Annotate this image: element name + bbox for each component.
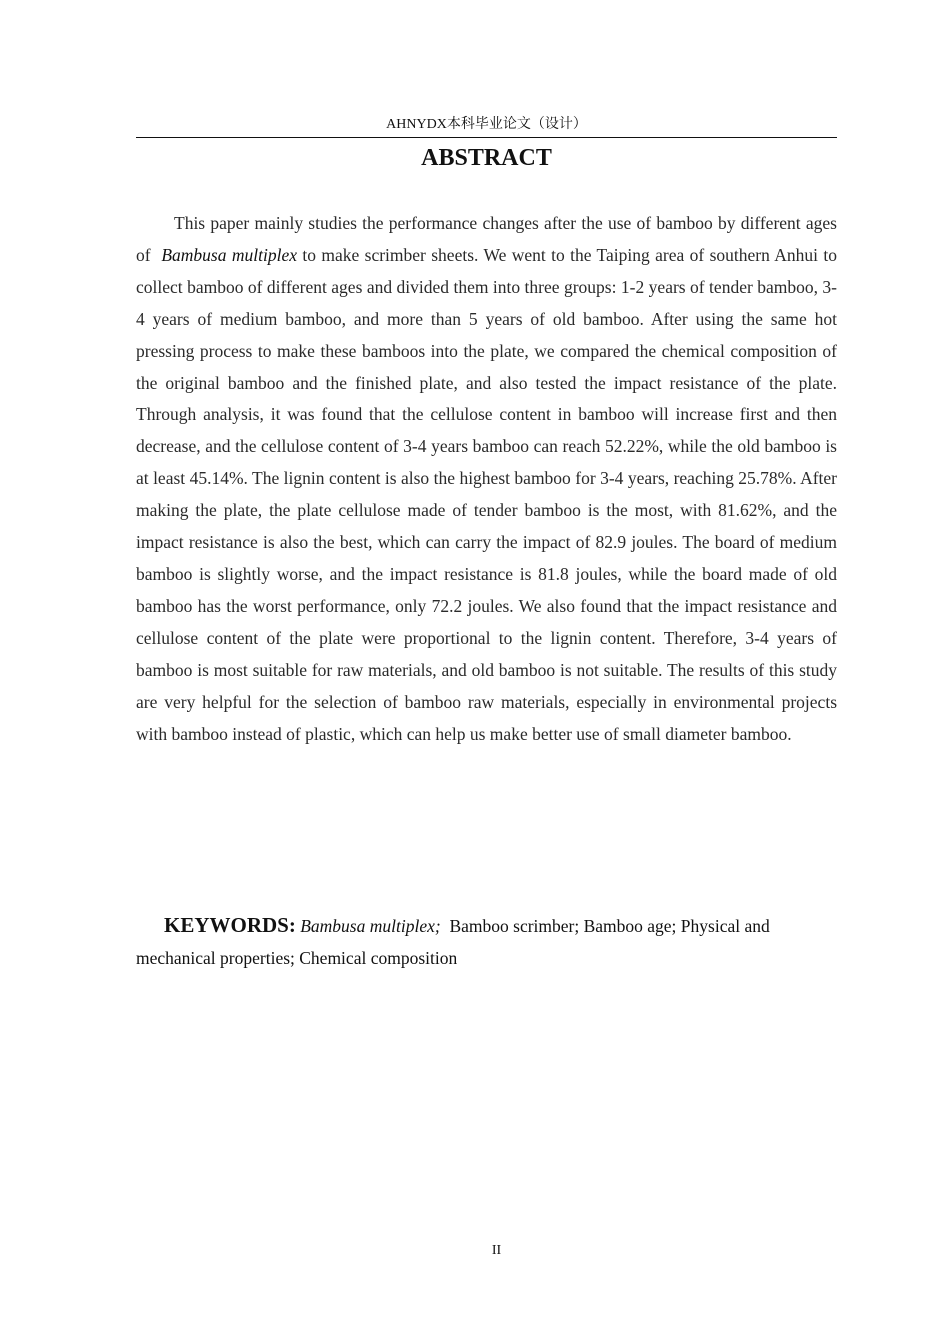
running-header: AHNYDX本科毕业论文（设计）: [386, 117, 587, 132]
abstract-title: ABSTRACT: [421, 145, 552, 171]
abstract-intro-text: This paper mainly studies the performance changes after the use of bamboo by different ages of: [136, 213, 837, 265]
keywords-list: Bamboo scrimber; Bamboo age; Physical and mechanical properties; Chemical composition: [136, 916, 770, 968]
abstract-paragraph: [136, 208, 837, 750]
header-divider: [136, 137, 837, 138]
keywords-label: KEYWORDS:: [164, 913, 296, 937]
keyword-species: Bambusa multiplex;: [300, 916, 441, 936]
page-number: II: [491, 1243, 502, 1258]
species-name: Bambusa multiplex: [161, 244, 297, 265]
keywords-section: [136, 909, 837, 974]
abstract-body-text: to make scrimber sheets. We went to the Taiping area of southern Anhui to collect bamboo of different ages and divided them into three groups: 1-2 years of tender bamboo, 3-4 years of medium bamboo, and more than 5 years of old bamboo. After using the same hot pressing process to make these bamboos into the plate, we compared the chemical composition of the original bamboo and the finished plate, and also tested the impact resistance of the plate. Through analysis, it was found that the cellulose content in bamboo will increase first and then decrease, and the cellulose content of 3-4 years bamboo can reach 52.22%, while the old bamboo is at least 45.14%. The lignin content is also the highest bamboo for 3-4 years, reaching 25.78%. After making the plate, the plate cellulose made of tender bamboo is the most, with 81.62%, and the impact resistance is also the best, which can carry the impact of 82.9 joules. The board of medium bamboo is slightly worse, and the impact resistance is 81.8 joules, while the board made of old bamboo has the worst performance, only 72.2 joules. We also found that the impact resistance and cellulose content of the plate were proportional to the lignin content. Therefore, 3-4 years of bamboo is most suitable for raw materials, and old bamboo is not suitable. The results of this study are very helpful for the selection of bamboo raw materials, especially in environmental projects with bamboo instead of plastic, which can help us make better use of small diameter bamboo.: [136, 244, 838, 744]
